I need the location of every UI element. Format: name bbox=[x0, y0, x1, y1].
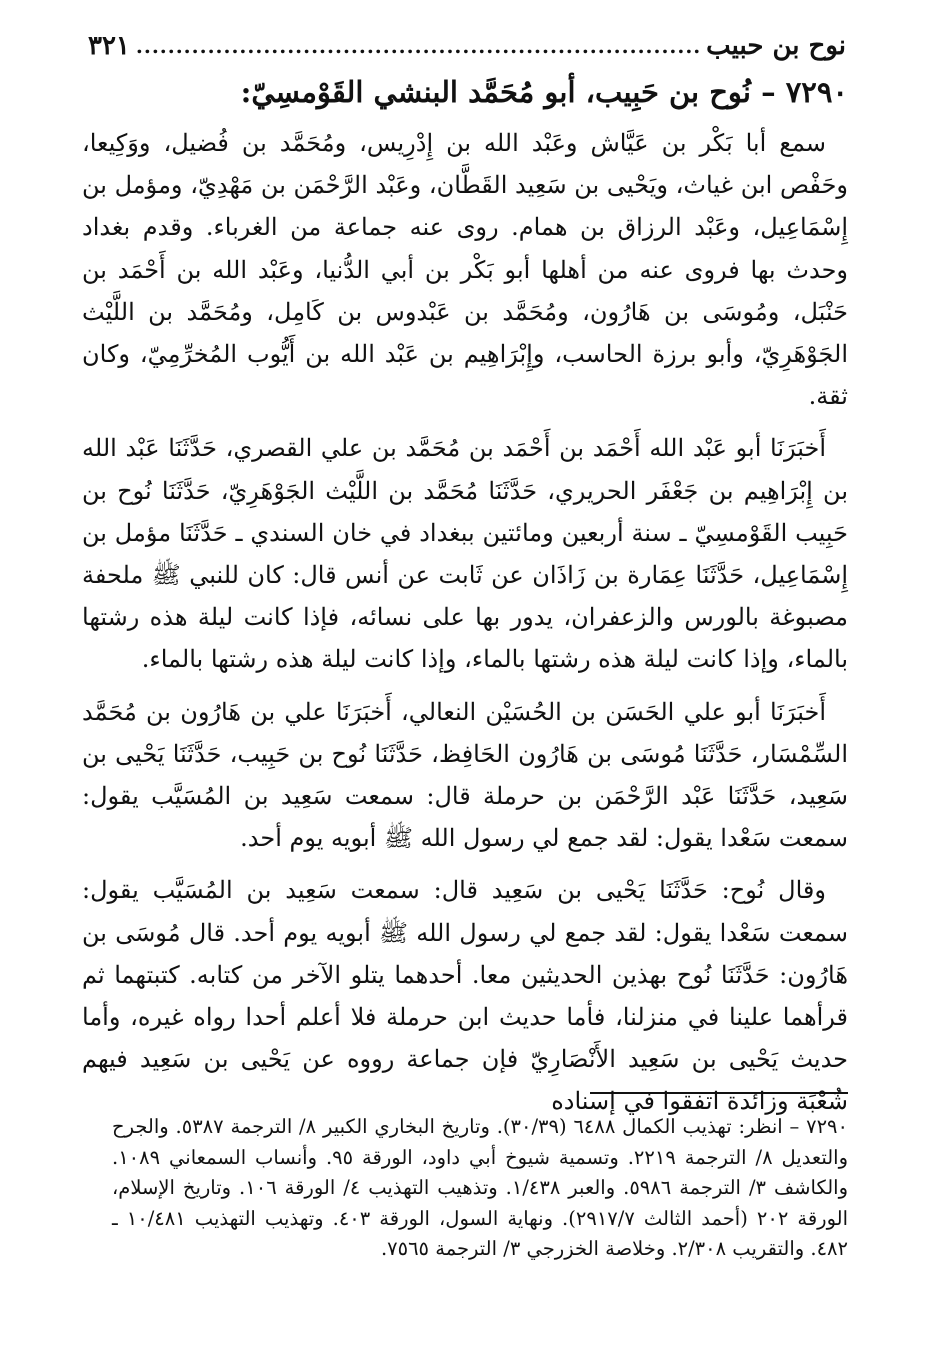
entry-heading: ٧٢٩٠ – نُوح بن حَبِيب، أبو مُحَمَّد البنشي القَوْمسِيّ: bbox=[240, 75, 848, 109]
page-number: ٣٢١ bbox=[88, 31, 130, 61]
entry-body bbox=[82, 122, 848, 1123]
running-head bbox=[88, 28, 846, 64]
footnote-separator bbox=[590, 1092, 848, 1094]
paragraph-hadith-1: أَخبَرَنَا أبو عَبْد الله أَحْمَد بن أَحْمَد بن مُحَمَّد بن علي القصري، حَدَّثَنَا عَبْد الله بن إِبْرَاهِيم بن جَعْفَر الحريري، حَدَّثَنَا مُحَمَّد بن اللَّيْث الجَوْهَرِيّ، حَدَّثَنَا نُوح بن حَبِيب القَوْمسِيّ ـ سنة أربعين ومائتين ببغداد في خان السندي ـ حَدَّثَنَا مؤمل بن إِسْمَاعِيل، حَدَّثَنَا عِمَارة بن زَاذَان عن ثَابت عن أنس قال: كان للنبي ﷺ ملحفة مصبوغة بالورس والزعفران، يدور بها على نسائه، فإذا كانت ليلة هذه رشتها بالماء، وإذا كانت ليلة هذه رشتها بالماء، وإذا كانت ليلة هذه رشتها بالماء. bbox=[82, 434, 848, 674]
leader-dots bbox=[136, 34, 700, 58]
running-head-title: نوح بن حبيب bbox=[706, 31, 846, 61]
paragraph-biography: سمع أبا بَكْر بن عَيَّاش وعَبْد الله بن إِدْرِيس، ومُحَمَّد بن فُضيل، ووَكِيعا، وحَفْص ابن غياث، ويَحْيى بن سَعِيد القَطَّان، وعَبْد الرَّحْمَن بن مَهْدِيّ، ومؤمل بن إِسْمَاعِيل، وعَبْد الرزاق بن همام. روى عنه جماعة من الغرباء. وقدم بغداد وحدث بها فروى عنه من أهلها أبو بَكْر بن أبي الدُّنيا، وعَبْد الله بن أَحْمَد بن حَنْبَل، ومُوسَى بن هَارُون، ومُحَمَّد بن عَبْدوس بن كَامِل، ومُحَمَّد بن اللَّيْث الجَوْهَرِيّ، وأبو برزة الحاسب، وإِبْرَاهِيم بن عَبْد الله بن أَيُّوب المُخرِّمِيّ، وكان ثقة. bbox=[82, 129, 848, 411]
paragraph-hadith-2: أَخبَرَنَا أبو علي الحَسَن بن الحُسَيْن النعالي، أَخبَرَنَا علي بن هَارُون بن مُحَمَّد السِّمْسَار، حَدَّثَنَا مُوسَى بن هَارُون الحَافِظ، حَدَّثَنَا نُوح بن حَبِيب، حَدَّثَنَا يَحْيى بن سَعِيد، حَدَّثَنَا عَبْد الرَّحْمَن بن حرملة قال: سمعت سَعِيد بن المُسَيَّب يقول: سمعت سَعْدا يقول: لقد جمع لي رسول الله ﷺ أبويه يوم أحد. bbox=[82, 697, 848, 853]
paragraph-commentary: وقال نُوح: حَدَّثَنَا يَحْيى بن سَعِيد قال: سمعت سَعِيد بن المُسَيَّب يقول: سمعت سَعْدا يقول: لقد جمع لي رسول الله ﷺ أبويه يوم أحد. قال مُوسَى بن هَارُون: حَدَّثَنَا نُوح بهذين الحديثين معا. أحدهما يتلو الآخر من كتابه. كتبتهما ثم قرأهما علينا في منزلنا، فأما حديث ابن حرملة فلا أعلم أحدا رواه غيره، وأما حديث يَحْيى بن سَعِيد الأَنْصَارِيّ فإن جماعة رووه عن يَحْيى بن سَعِيد فيهم شُعْبَة وزائدة اتفقوا في إسناده bbox=[82, 876, 849, 1116]
footnote-text: ٧٢٩٠ – انظر: تهذيب الكمال ٦٤٨٨ (٣٠/٣٩). وتاريخ البخاري الكبير ٨/ الترجمة ٥٣٨٧. والجرح والتعديل ٨/ الترجمة ٢٢١٩. وتسمية شيوخ أبي داود، الورقة ٩٥. وأنساب السمعاني ١٠٨٩. والكاشف ٣/ الترجمة ٥٩٨٦. والعبر ١/٤٣٨. وتذهيب التهذيب ٤/ الورقة ١٠٦. وتاريخ الإسلام، الورقة ٢٠٢ (أحمد الثالث ٢٩١٧/٧). ونهاية السول، الورقة ٤٠٣. وتهذيب التهذيب ١٠/٤٨١ ـ ٤٨٢. والتقريب ٢/٣٠٨. وخلاصة الخزرجي ٣/ الترجمة ٧٥٦٥. bbox=[112, 1115, 849, 1260]
footnotes bbox=[112, 1112, 848, 1265]
